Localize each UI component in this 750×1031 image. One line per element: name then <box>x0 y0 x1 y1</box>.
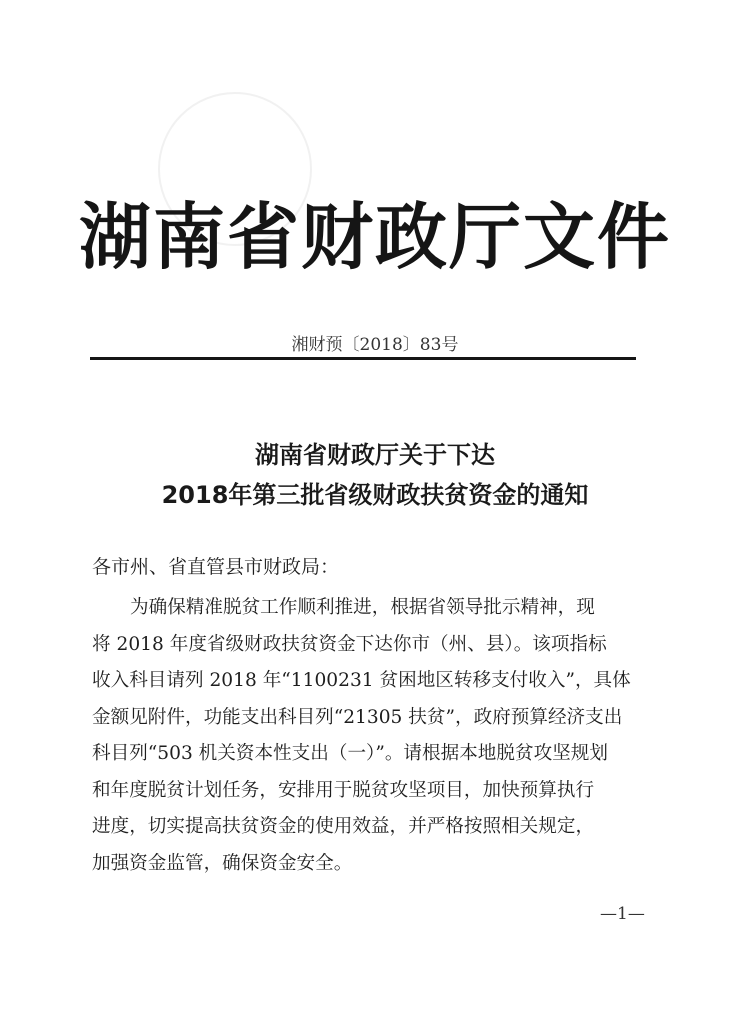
body-line: 收入科目请列 2018 年“1100231 贫困地区转移支付收入”，具体 <box>92 670 631 691</box>
notice-title-line-2: 2018年第三批省级财政扶贫资金的通知 <box>161 481 589 509</box>
header-divider-line <box>90 357 636 360</box>
notice-title-line-1: 湖南省财政厅关于下达 <box>255 441 495 469</box>
body-line: 金额见附件，功能支出科目列“21305 扶贫”，政府预算经济支出 <box>92 706 623 728</box>
document-number: 湘财预〔2018〕83号 <box>291 335 459 355</box>
page-number: —1— <box>600 904 645 924</box>
notice-title <box>0 435 750 515</box>
body-line: 为确保精准脱贫工作顺利推进，根据省领导批示精神，现 <box>130 597 595 618</box>
body-line: 加强资金监管，确保资金安全。 <box>92 852 353 874</box>
body-line: 和年度脱贫计划任务，安排用于脱贫攻坚项目，加快预算执行 <box>92 779 595 801</box>
body-line: 将 2018 年度省级财政扶贫资金下达你市（州、县）。该项指标 <box>92 633 607 655</box>
addressee: 各市州、省直管县市财政局： <box>92 556 340 578</box>
body-line: 科目列“503 机关资本性支出（一）”。请根据本地脱贫攻坚规划 <box>92 743 608 764</box>
document-header-title: 湖南省财政厅文件 <box>78 195 671 279</box>
body-line: 进度，切实提高扶贫资金的使用效益，并严格按照相关规定， <box>92 816 595 837</box>
body-paragraph <box>92 590 639 882</box>
